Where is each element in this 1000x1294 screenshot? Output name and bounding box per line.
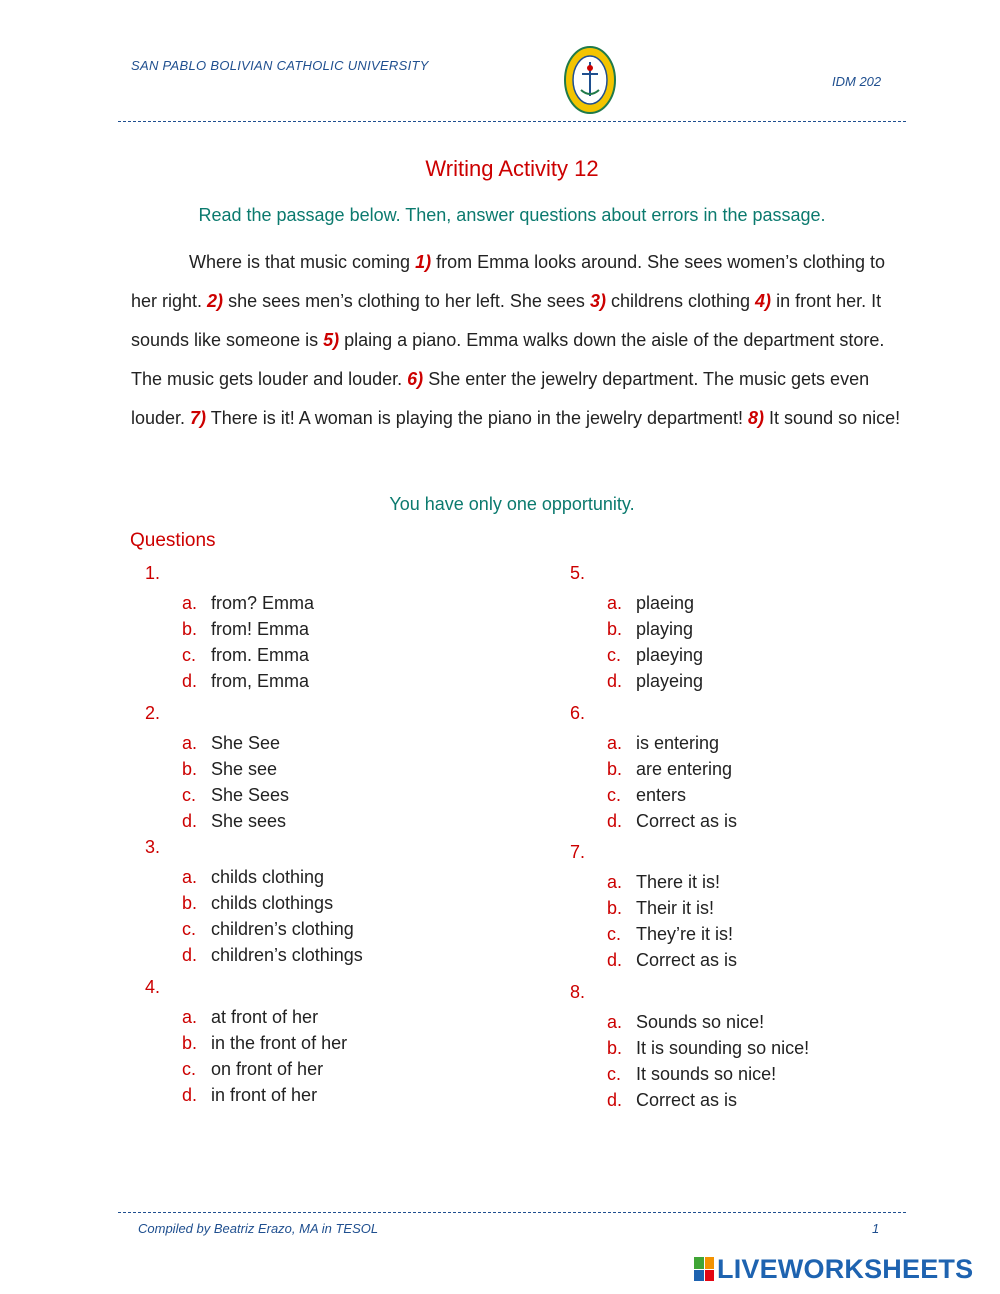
option-text: She see xyxy=(211,759,278,779)
option-letter: c. xyxy=(607,785,622,805)
course-code: IDM 202 xyxy=(832,74,882,89)
option-letter: a. xyxy=(607,1012,623,1032)
question-number-1: 1. xyxy=(145,563,161,583)
passage-text: She enter the jewelry department. The music gets even louder. xyxy=(131,369,870,428)
passage-text: Where is that music coming xyxy=(189,252,416,272)
university-name: SAN PABLO BOLIVIAN CATHOLIC UNIVERSITY xyxy=(131,58,429,73)
page-title: Writing Activity 12 xyxy=(425,156,599,181)
liveworksheets-logo-icon xyxy=(694,1257,714,1281)
answer-option[interactable] xyxy=(182,893,333,914)
option-letter: b. xyxy=(607,1038,623,1058)
answer-option[interactable] xyxy=(182,867,324,888)
header-divider xyxy=(118,121,906,122)
option-text: childs clothings xyxy=(211,893,334,913)
questions-heading: Questions xyxy=(130,530,216,551)
notice: You have only one opportunity. xyxy=(389,494,635,514)
option-letter: d. xyxy=(182,671,198,691)
answer-option[interactable] xyxy=(182,671,309,692)
error-marker-4: 4) xyxy=(755,291,772,311)
university-seal-icon xyxy=(564,46,616,114)
answer-option[interactable] xyxy=(607,733,719,754)
answer-option[interactable] xyxy=(607,950,737,971)
option-text: She See xyxy=(211,733,281,753)
page-number: 1 xyxy=(872,1221,880,1236)
option-text: enters xyxy=(636,785,687,805)
option-letter: b. xyxy=(607,759,623,779)
option-text: Correct as is xyxy=(636,1090,738,1110)
footer-divider xyxy=(118,1212,906,1213)
option-text: It is sounding so nice! xyxy=(636,1038,810,1058)
option-letter: b. xyxy=(607,619,623,639)
option-letter: c. xyxy=(607,645,622,665)
answer-option[interactable] xyxy=(607,645,703,666)
answer-option[interactable] xyxy=(607,924,733,945)
answer-option[interactable] xyxy=(607,593,694,614)
option-letter: c. xyxy=(182,645,197,665)
answer-option[interactable] xyxy=(182,945,363,966)
option-letter: c. xyxy=(607,924,622,944)
option-letter: d. xyxy=(607,671,623,691)
option-text: childs clothing xyxy=(211,867,325,887)
passage-text: plaing a piano. Emma walks down the aisle of the department store. The music gets louder and louder. xyxy=(131,330,885,389)
answer-option[interactable] xyxy=(607,671,703,692)
question-number-3: 3. xyxy=(145,837,161,857)
option-letter: a. xyxy=(182,733,198,753)
answer-option[interactable] xyxy=(182,733,280,754)
question-number-4: 4. xyxy=(145,977,161,997)
answer-option[interactable] xyxy=(607,1038,809,1059)
option-letter: d. xyxy=(607,811,623,831)
option-letter: c. xyxy=(182,919,197,939)
error-marker-5: 5) xyxy=(323,330,340,350)
option-text: from? Emma xyxy=(211,593,315,613)
answer-option[interactable] xyxy=(182,759,277,780)
option-letter: c. xyxy=(182,785,197,805)
question-number-6: 6. xyxy=(570,703,586,723)
option-letter: b. xyxy=(182,759,198,779)
option-letter: c. xyxy=(182,1059,197,1079)
option-letter: a. xyxy=(182,1007,198,1027)
passage-text: childrens clothing xyxy=(605,291,756,311)
option-text: Correct as is xyxy=(636,950,738,970)
answer-option[interactable] xyxy=(607,811,737,832)
option-letter: a. xyxy=(607,872,623,892)
option-text: It sounds so nice! xyxy=(636,1064,777,1084)
option-text: from! Emma xyxy=(211,619,310,639)
option-letter: d. xyxy=(182,945,198,965)
error-marker-2: 2) xyxy=(207,291,224,311)
option-text: children’s clothing xyxy=(211,919,354,939)
answer-option[interactable] xyxy=(182,1085,317,1106)
question-number-2: 2. xyxy=(145,703,161,723)
answer-option[interactable] xyxy=(607,872,720,893)
answer-option[interactable] xyxy=(607,1012,764,1033)
error-marker-7: 7) xyxy=(190,408,207,428)
answer-option[interactable] xyxy=(607,898,714,919)
option-text: children’s clothings xyxy=(211,945,363,965)
option-text: They’re it is! xyxy=(636,924,734,944)
option-letter: a. xyxy=(182,593,198,613)
option-text: plaeying xyxy=(636,645,704,665)
question-number-5: 5. xyxy=(570,563,586,583)
option-letter: a. xyxy=(607,593,623,613)
error-marker-6: 6) xyxy=(407,369,424,389)
option-text: She Sees xyxy=(211,785,290,805)
option-letter: d. xyxy=(182,811,198,831)
option-letter: b. xyxy=(182,1033,198,1053)
option-text: Sounds so nice! xyxy=(636,1012,765,1032)
answer-option[interactable] xyxy=(182,919,354,940)
option-text: in front of her xyxy=(211,1085,318,1105)
error-marker-8: 8) xyxy=(748,408,765,428)
question-number-8: 8. xyxy=(570,982,586,1002)
answer-option[interactable] xyxy=(607,619,693,640)
option-letter: a. xyxy=(607,733,623,753)
liveworksheets-logo xyxy=(694,1254,973,1284)
option-letter: d. xyxy=(607,1090,623,1110)
question-number-7: 7. xyxy=(570,842,586,862)
option-text: Their it is! xyxy=(636,898,715,918)
liveworksheets-wordmark: LIVEWORKSHEETS xyxy=(717,1253,974,1284)
passage-text: from Emma looks around. She sees women’s clothing to her right. xyxy=(131,252,885,311)
option-text: She sees xyxy=(211,811,287,831)
answer-option[interactable] xyxy=(182,619,309,640)
answer-option[interactable] xyxy=(182,1033,347,1054)
answer-option[interactable] xyxy=(607,1064,776,1085)
footer-credit: Compiled by Beatriz Erazo, MA in TESOL xyxy=(138,1221,379,1236)
answer-option[interactable] xyxy=(182,1007,318,1028)
option-text: Correct as is xyxy=(636,811,738,831)
option-text: at front of her xyxy=(211,1007,319,1027)
passage xyxy=(131,243,911,438)
answer-option[interactable] xyxy=(182,1059,323,1080)
option-letter: b. xyxy=(182,893,198,913)
error-marker-3: 3) xyxy=(589,291,606,311)
passage-text: in front her. It sounds like someone is xyxy=(131,291,882,350)
option-letter: b. xyxy=(182,619,198,639)
instructions: Read the passage below. Then, answer questions about errors in the passage. xyxy=(198,205,826,225)
option-text: is entering xyxy=(636,733,720,753)
answer-option[interactable] xyxy=(182,785,289,806)
option-text: There it is! xyxy=(636,872,721,892)
option-text: plaeing xyxy=(636,593,695,613)
option-text: on front of her xyxy=(211,1059,324,1079)
option-letter: b. xyxy=(607,898,623,918)
option-text: from. Emma xyxy=(211,645,310,665)
option-letter: d. xyxy=(607,950,623,970)
answer-option[interactable] xyxy=(182,645,309,666)
passage-text: It sound so nice! xyxy=(764,408,901,428)
answer-option[interactable] xyxy=(182,811,286,832)
answer-option[interactable] xyxy=(607,759,732,780)
option-text: are entering xyxy=(636,759,733,779)
option-text: in the front of her xyxy=(211,1033,348,1053)
answer-option[interactable] xyxy=(607,1090,737,1111)
passage-text: she sees men’s clothing to her left. She sees xyxy=(223,291,590,311)
option-text: playing xyxy=(636,619,694,639)
answer-option[interactable] xyxy=(607,785,686,806)
option-text: playeing xyxy=(636,671,704,691)
option-letter: d. xyxy=(182,1085,198,1105)
option-letter: c. xyxy=(607,1064,622,1084)
answer-option[interactable] xyxy=(182,593,314,614)
error-marker-1: 1) xyxy=(415,252,432,272)
option-letter: a. xyxy=(182,867,198,887)
passage-text: There is it! A woman is playing the piano in the jewelry department! xyxy=(206,408,749,428)
option-text: from, Emma xyxy=(211,671,310,691)
